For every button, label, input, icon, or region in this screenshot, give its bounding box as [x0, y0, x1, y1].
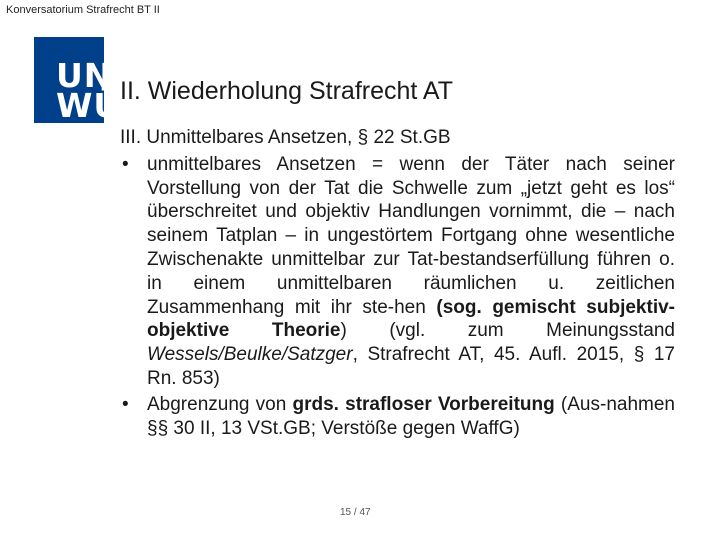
bullet-marker: • — [122, 153, 129, 175]
bullet-text-segment: Abgrenzung von — [147, 393, 293, 415]
bullet-text-segment: ) (vgl. zum Meinungsstand — [340, 320, 675, 342]
bullet-marker: • — [122, 393, 129, 415]
logo-text-line1: UNI — [56, 56, 126, 95]
bullet-list — [120, 153, 675, 441]
bullet-text-segment: unmittelbares Ansetzen = wenn der Täter nach seiner Vorstellung von der Tat die Schwelle zum „jetzt geht es los“ überschreitet und objektiv Handlungen vornimmt, die – nach seinem Tatplan – in ungestörtem Fortgang ohne wesentliche Zwischenakte unmittelbar zur Tat-bestandserfüllung führen o. in einem unmittelbaren räumlichen u. zeitlichen Zusammenhang mit ihr ste-hen — [147, 153, 675, 318]
slide-title: II. Wiederholung Strafrecht AT — [120, 77, 454, 105]
bullet-item — [120, 153, 675, 391]
bullet-text-segment: grds. strafloser Vorbereitung — [292, 393, 555, 415]
section-heading: III. Unmittelbares Ansetzen, § 22 St.GB — [120, 127, 451, 148]
bullet-text-segment: (sog. gemischt subjektiv-objektive Theorie — [147, 296, 675, 342]
bullet-text-segment: , Strafrecht AT, 45. Aufl. 2015, § 17 Rn. 853) — [147, 344, 675, 389]
bullet-item — [120, 393, 675, 441]
bullet-text-segment: (Aus-nahmen §§ 30 II, 13 VSt.GB; Verstöße gegen WaffG) — [147, 393, 675, 439]
university-logo — [34, 37, 126, 125]
presentation-header: Konversatorium Strafrecht BT II — [6, 4, 160, 16]
bullet-text-segment: Wessels/Beulke/Satzger — [147, 344, 353, 366]
slide-content — [120, 126, 675, 440]
logo-text-line2: WÜ — [56, 86, 122, 125]
page-number: 15 / 47 — [340, 507, 371, 518]
